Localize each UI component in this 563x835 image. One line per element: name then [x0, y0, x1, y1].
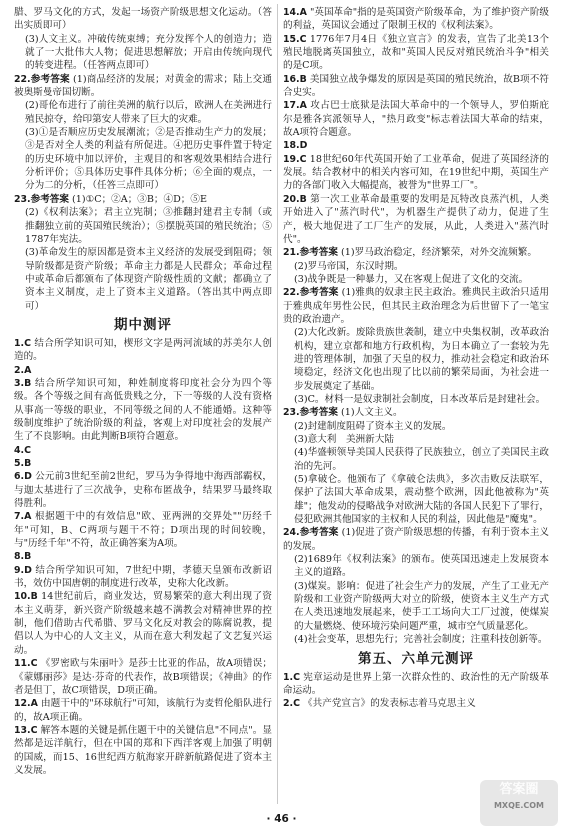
- reference-answer-label: 参考答案: [299, 247, 338, 259]
- answer-letter: C: [293, 671, 300, 683]
- question-number: 2.: [14, 364, 25, 376]
- answer-item: [283, 697, 549, 710]
- answer-text: (2)《权利法案》；君主立宪制；③推翻封建君主专制（或推翻独立前的英国殖民统治）；⑤摆脱英国的殖民统治；⑤1787年宪法。: [25, 207, 272, 245]
- question-number: 22.: [283, 287, 300, 299]
- answer-letter: A: [299, 7, 307, 18]
- question-number: 23.: [14, 193, 31, 205]
- reference-answer-item: [283, 406, 549, 419]
- column-divider: [277, 4, 278, 804]
- question-number: 21.: [283, 247, 300, 259]
- answer-letter: D: [24, 471, 32, 483]
- answer-text: (3)煤炭。影响：促进了社会生产力的发展，产生了工业无产阶级和工业资产阶级两大对立的阶级，使资本主义生产方式在人类迅速地发展起来，使手工工场向大工厂过渡，使煤炭的大量燃烧、使环境污染问题严重，城市空气质量恶化。: [294, 580, 549, 632]
- answer-item: [283, 193, 549, 246]
- question-number: 1.: [283, 671, 294, 683]
- answer-text: 腊、罗马文化的方式，发起一场资产阶级思想文化运动。（答出实质即可）: [14, 7, 272, 32]
- answer-explanation: 美国独立战争爆发的原因是英国的殖民统治，故B项不符合史实。: [283, 73, 549, 99]
- answer-paragraph: [283, 326, 549, 393]
- question-number: 8.: [14, 551, 25, 563]
- answer-item: [283, 73, 549, 100]
- answer-paragraph: [14, 33, 272, 73]
- answer-item: [283, 33, 549, 73]
- answer-letter: C: [293, 698, 300, 710]
- answer-text: (1)促进了资产阶级思想的传播，有利于资本主义的发展。: [283, 527, 550, 552]
- answer-paragraph: [283, 633, 549, 646]
- answer-item: [283, 99, 549, 139]
- answer-item: [14, 337, 272, 364]
- answer-paragraph: [283, 446, 549, 473]
- answer-paragraph: [283, 433, 549, 446]
- answer-paragraph: [14, 206, 272, 246]
- answer-paragraph: [283, 273, 549, 286]
- answer-explanation: 结合所学知识可知，7世纪中期，孝德天皇颁布改新诏书，效仿中国唐朝的制度进行改革，史称大化改新。: [14, 564, 272, 590]
- answer-item: [283, 139, 549, 152]
- answer-item: [14, 564, 272, 591]
- answer-explanation: "英国革命"指的是英国资产阶级革命，为了维护资产阶级的利益，英国议会通过了限制王权的《权利法案》。: [283, 7, 550, 32]
- reference-answer-item: [283, 526, 549, 553]
- answer-text: (3)战争既是一种暴力，又在客观上促进了文化的交流。: [294, 273, 529, 285]
- answer-paragraph: [14, 246, 272, 313]
- watermark-logo: [480, 780, 558, 826]
- question-number: 20.: [283, 193, 300, 205]
- question-number: 18.: [283, 140, 300, 152]
- answer-text: (3)C。材料一是奴隶制社会制度，日本改革后是封建社会。: [294, 393, 546, 405]
- question-number: 5.: [14, 458, 25, 469]
- answer-text: (4)华盛顿领导美国人民获得了民族独立，创立了美国民主政治的先河。: [294, 447, 549, 472]
- watermark-text: 答案圈: [499, 782, 539, 797]
- answer-letter: A: [30, 698, 38, 710]
- answer-item: [283, 153, 549, 193]
- answer-text: (3)意大利 美洲新大陆: [294, 434, 394, 445]
- reference-answer-item: [283, 286, 549, 326]
- question-number: 19.: [283, 153, 300, 165]
- answer-paragraph: [283, 580, 549, 633]
- question-number: 12.: [14, 698, 31, 710]
- answer-paragraph: [14, 6, 272, 33]
- question-number: 13.: [14, 724, 31, 736]
- answer-letter: D: [299, 140, 308, 152]
- answer-explanation: 结合所学知识可知，楔形文字是两河流域的苏美尔人创造的。: [14, 337, 272, 363]
- answer-explanation: 公元前3世纪至前2世纪，罗马为争得地中海西部霸权，与迦太基进行了三次战争，史称布匿战争，结果罗马最终取得胜利。: [14, 471, 272, 510]
- answer-paragraph: [283, 553, 549, 580]
- answer-text: (2)哥伦布进行了前往美洲的航行以后，欧洲人在美洲进行殖民掠夺，给印第安人带来了巨大的灾难。: [25, 100, 272, 125]
- reference-answer-label: 参考答案: [299, 407, 338, 419]
- left-column: [14, 6, 272, 777]
- answer-letter: C: [24, 337, 31, 349]
- page-number: · 46 ·: [266, 813, 297, 825]
- answer-explanation: 解答本题的关键是抓住题干中的关键信息"不同点"。显然都是远洋航行，但在中国的郑和下西洋客观上加强了明朝的国威，而15、16世纪西方航海家开辟新航路促进了资本主义发展。: [14, 724, 272, 776]
- question-number: 14.: [283, 7, 300, 18]
- answer-explanation: 18世纪60年代英国开始了工业革命，促进了英国经济的发展。结合教材中的相关内容可知，在19世纪中期，英国生产力的各部门收入大幅提高，被誉为"世界工厂"。: [283, 153, 549, 192]
- answer-text: (1)雅典的奴隶主民主政治。雅典民主政治只适用于雅典成年男性公民，但其民主政治理念为后世留下了一笔宝贵的政治遗产。: [283, 287, 550, 325]
- watermark-url: MXQE.COM: [493, 801, 545, 810]
- answer-item: [14, 657, 272, 697]
- question-number: 11.: [14, 658, 31, 670]
- answer-text: (4)社会变革，思想先行；完善社会制度；注重科技创新等。: [294, 634, 548, 646]
- answer-item: [14, 724, 272, 777]
- answer-item: [14, 364, 272, 377]
- answer-text: (5)拿破仑。他颁布了《拿破仑法典》，多次击败反法联军，保护了法国大革命成果，震动整个欧洲，因此他被称为"英雄"；他发动的侵略战争对欧洲大陆的各国人民犯下了罪行，侵犯欧洲其他国家的主权和人民的利益，因此他是"魔鬼"。: [294, 474, 549, 526]
- answer-item: [283, 6, 549, 33]
- question-number: 17.: [283, 100, 300, 112]
- answer-letter: C: [299, 153, 307, 165]
- reference-answer-label: 参考答案: [299, 527, 339, 539]
- answer-explanation: 根据题干中的有效信息"欧、亚两洲的交界处""历经千年"可知，B、C两项与题干不符；D项出现的时间较晚，与"历经千年"不符，故正确答案为A项。: [14, 511, 272, 550]
- answer-item: [14, 510, 272, 550]
- answer-text: (1)商品经济的发展；对黄金的需求；陆上交通被奥斯曼帝国切断。: [14, 73, 273, 99]
- answer-letter: C: [24, 444, 31, 456]
- answer-item: [14, 590, 272, 657]
- answer-letter: A: [299, 100, 307, 112]
- answer-text: (1)人文主义。: [341, 407, 403, 419]
- answer-paragraph: [283, 260, 549, 273]
- answer-explanation: 宪章运动是世界上第一次群众性的、政治性的无产阶级革命运动。: [283, 671, 549, 696]
- answer-paragraph: [283, 420, 549, 433]
- answer-item: [14, 697, 272, 724]
- answer-item: [14, 550, 272, 563]
- answer-text: (2)1689年《权利法案》的颁布。使英国迅速走上发展资本主义的道路。: [294, 554, 549, 579]
- question-number: 3.: [14, 377, 25, 389]
- question-number: 7.: [14, 511, 25, 523]
- answer-letter: B: [30, 591, 38, 603]
- answer-paragraph: [283, 393, 549, 406]
- answer-letter: A: [24, 364, 32, 376]
- question-number: 23.: [283, 407, 300, 419]
- question-number: 2.: [283, 698, 294, 710]
- answer-item: [14, 457, 272, 470]
- answer-letter: C: [30, 724, 38, 736]
- question-number: 1.: [14, 337, 25, 349]
- question-number: 10.: [14, 591, 31, 603]
- answer-explanation: 结合所学知识可知，种姓制度将印度社会分为四个等级。各个等级之间有高低贵贱之分，下一等级的人没有资格从事高一等级的职业，不同等级之间的人不能通婚。这种等级制度维护了统治阶级的利益，客观上对印度社会的发展产生了不良影响。由此判断B项符合题意。: [14, 377, 272, 443]
- answer-paragraph: [14, 126, 272, 193]
- answer-explanation: 1776年7月4日《独立宣言》的发表，宣告了北美13个殖民地脱离英国独立，故和"英国人民反对殖民统治斗争"相关的是C项。: [283, 33, 549, 72]
- reference-answer-item: [14, 73, 272, 100]
- answer-text: (1)①C；②A；③B；④D；⑤E: [72, 193, 208, 205]
- answer-letter: B: [24, 458, 32, 469]
- reference-answer-item: [283, 246, 549, 259]
- question-number: 16.: [283, 73, 300, 85]
- right-column: [283, 6, 549, 711]
- question-number: 6.: [14, 471, 25, 483]
- answer-letter: A: [24, 511, 32, 523]
- question-number: 22.: [14, 73, 31, 85]
- answer-letter: D: [24, 564, 32, 576]
- answer-paragraph: [283, 473, 549, 526]
- question-number: 24.: [283, 527, 300, 539]
- reference-answer-label: 参考答案: [30, 73, 70, 85]
- answer-explanation: 攻占巴士底狱是法国大革命中的一个领导人，罗伯斯庇尔是雅各宾派领导人，"热月政变"标志着法国大革命的结束，故A项符合题意。: [283, 100, 549, 139]
- answer-item: [283, 671, 549, 698]
- answer-explanation: 第一次工业革命最重要的发明是瓦特改良蒸汽机，人类开始进入了"蒸汽时代"，为机器生产提供了动力，促进了生产，极大地促进了工厂生产的发展，从此，人类进入"蒸汽时代"。: [283, 193, 549, 245]
- answer-text: (1)罗马政治稳定，经济繁荣，对外交流频繁。: [341, 247, 537, 259]
- answer-letter: B: [24, 551, 32, 563]
- answer-letter: B: [299, 73, 307, 85]
- question-number: 15.: [283, 33, 300, 45]
- answer-text: (3)革命发生的原因都是资本主义经济的发展受到阻碍；领导阶级都是资产阶级；革命主力都是人民群众；革命过程中或革命后都颁布了体现资产阶级性质的文献；都确立了资本主义制度，走上了资本主义道路。（答出其中两点即可）: [25, 247, 272, 312]
- answer-letter: C: [30, 658, 38, 670]
- answer-explanation: 14世纪前后，商业发达，贸易繁荣的意大利出现了资本主义萌芽，新兴资产阶级越来越不满教会对精神世界的控制，他们借助古代希腊、罗马文化反对教会的陈腐说教，提倡以人为中心的人文主义，从而在意大利发起了文艺复兴运动。: [14, 591, 272, 656]
- answer-text: (3)①是否顺应历史发展潮流；②是否推动生产力的发展；③是否对全人类的利益有所促进。④把历史事件置于特定的历史环境中加以评价，主观目的和客观效果相结合进行分析评价；⑤具体历史事件具体分析；⑥全面的观点，一分为二的分析，（任答三点即可）: [25, 127, 272, 192]
- answer-letter: C: [299, 33, 307, 45]
- answer-paragraph: [14, 99, 272, 126]
- reference-answer-item: [14, 193, 272, 206]
- answer-item: [14, 444, 272, 457]
- section-heading: 第五、六单元测评: [358, 650, 474, 667]
- answer-explanation: 《罗密欧与朱丽叶》是莎士比亚的作品，故A项错误；《蒙娜丽莎》是达·芬奇的代表作，故B项错误；《神曲》的作者是但丁，故C项错误，D项正确。: [14, 658, 272, 696]
- answer-text: (2)大化改新。废除贵族世袭制，建立中央集权制，改革政治机构，建立京都和地方行政机构，为日本确立了一套较为先进的管理体制，加强了天皇的权力，推动社会稳定和政治环境稳定，经济文化也出现了比以前的繁荣局面，为社会进一步发展奠定了基础。: [294, 327, 549, 392]
- answer-explanation: 由题干中的"环球航行"可知，该航行为麦哲伦船队进行的，故A项正确。: [14, 698, 272, 723]
- reference-answer-label: 参考答案: [299, 287, 339, 299]
- answer-text: (3)人文主义。冲破传统束缚；充分发挥个人的创造力；造就了一大批伟大人物；促进思想解放；开启由传统向现代的转变进程。（任答两点即可）: [25, 33, 272, 72]
- answer-text: (2)罗马帝国，东汉时期。: [294, 260, 404, 272]
- answer-text: (2)封建制度阻碍了资本主义的发展。: [294, 420, 452, 432]
- reference-answer-label: 参考答案: [30, 193, 69, 205]
- answer-item: [14, 470, 272, 510]
- answer-letter: B: [299, 193, 307, 205]
- answer-explanation: 《共产党宣言》的发表标志着马克思主义: [303, 698, 476, 710]
- answer-letter: B: [24, 377, 32, 389]
- question-number: 9.: [14, 564, 25, 576]
- section-heading: 期中测评: [114, 316, 172, 333]
- answer-item: [14, 377, 272, 444]
- question-number: 4.: [14, 444, 25, 456]
